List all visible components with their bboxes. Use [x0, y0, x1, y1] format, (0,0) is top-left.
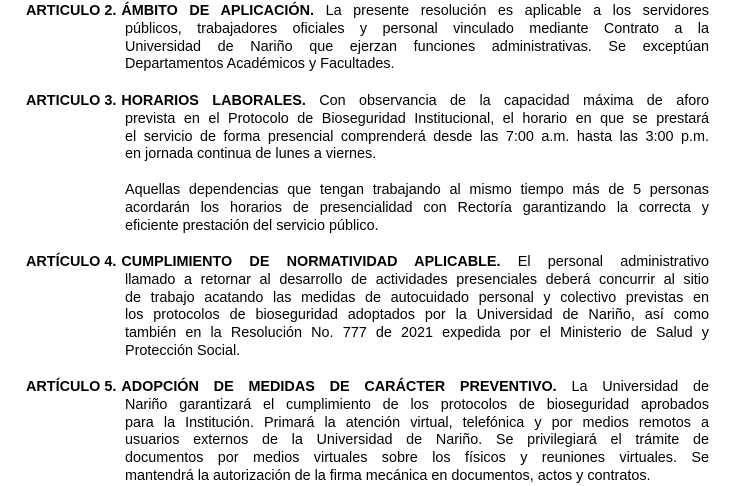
- article-4-first-line: [26, 254, 709, 272]
- article-2-line: Universidad de Nariño que ejerzan funciones administrativas. Se exceptúan: [125, 38, 709, 55]
- article-5-first-rest: ADOPCIÓN DE MEDIDAS DE CARÁCTER PREVENTIVO. La Universidad de: [121, 379, 710, 395]
- article-2: [26, 3, 709, 74]
- article-3-number: ARTICULO 3.: [26, 93, 117, 109]
- article-4-line: de trabajo acatando las medidas de autocuidado personal y colectivo previstas en: [125, 289, 709, 306]
- article-5-line: mantendrá la autorización de la firma mecánica en documentos, actos y contratos.: [125, 467, 651, 484]
- article-3-line: prevista en el Protocolo de Bioseguridad Institucional, el horario en que se prestará: [125, 110, 709, 127]
- article-3-first-line: [26, 93, 709, 111]
- article-3-paragraph2-line: acordarán los horarios de presencialidad con Rectoría garantizando la correcta y: [125, 199, 709, 216]
- article-3-line: en jornada continua de lunes a viernes.: [125, 146, 377, 163]
- article-3: [26, 93, 709, 235]
- article-4-number: ARTÍCULO 4.: [26, 254, 117, 270]
- article-5-line: documentos por medios virtuales sobre los físicos y reuniones virtuales. Se: [125, 450, 709, 467]
- article-4-line: también en la Resolución No. 777 de 2021 expedida por el Ministerio de Salud y: [125, 325, 709, 342]
- article-5-line: Nariño garantizará el cumplimiento de los protocolos de bioseguridad aprobados: [125, 396, 709, 413]
- article-3-paragraph2-line: eficiente prestación del servicio público.: [125, 217, 379, 234]
- article-3-title: HORARIOS LABORALES.: [121, 93, 306, 109]
- article-2-line: Departamentos Académicos y Facultades.: [125, 56, 395, 73]
- article-5-line: para la Institución. Primará la atención virtual, telefónica y por medios remotos a: [125, 414, 709, 431]
- article-5-line: usuarios externos de la Universidad de Nariño. Se privilegiará el trámite de: [125, 432, 709, 449]
- article-2-title: ÁMBITO DE APLICACIÓN.: [121, 3, 314, 19]
- article-3-line: el servicio de forma presencial comprenderá desde las 7:00 a.m. hasta las 3:00 p.m.: [125, 128, 709, 145]
- article-5: [26, 379, 709, 486]
- article-2-number: ARTICULO 2.: [26, 3, 117, 19]
- article-3-first-rest: HORARIOS LABORALES. Con observancia de la capacidad máxima de aforo: [121, 93, 710, 109]
- article-4-line: Protección Social.: [125, 342, 241, 359]
- article-4-line: llamado a retornar al desarrollo de actividades presenciales deberá concurrir al sitio: [125, 271, 709, 288]
- article-2-first-rest: ÁMBITO DE APLICACIÓN. La presente resolución es aplicable a los servidores: [121, 3, 709, 19]
- article-4-line: los protocolos de bioseguridad adoptados por la Universidad de Nariño, así como: [125, 307, 709, 324]
- article-5-number: ARTÍCULO 5.: [26, 379, 117, 395]
- article-4: [26, 254, 709, 361]
- article-2-line: públicos, trabajadores oficiales y personal vinculado mediante Contrato a la: [125, 20, 709, 37]
- article-5-first-line: [26, 379, 709, 397]
- article-2-first-line: [26, 3, 709, 21]
- article-4-title: CUMPLIMIENTO DE NORMATIVIDAD APLICABLE.: [121, 254, 501, 270]
- article-5-title: ADOPCIÓN DE MEDIDAS DE CARÁCTER PREVENTIVO.: [121, 379, 557, 395]
- article-3-paragraph2-line: Aquellas dependencias que tengan trabajando al mismo tiempo más de 5 personas: [125, 181, 709, 198]
- article-4-first-rest: CUMPLIMIENTO DE NORMATIVIDAD APLICABLE. El personal administrativo: [121, 254, 709, 270]
